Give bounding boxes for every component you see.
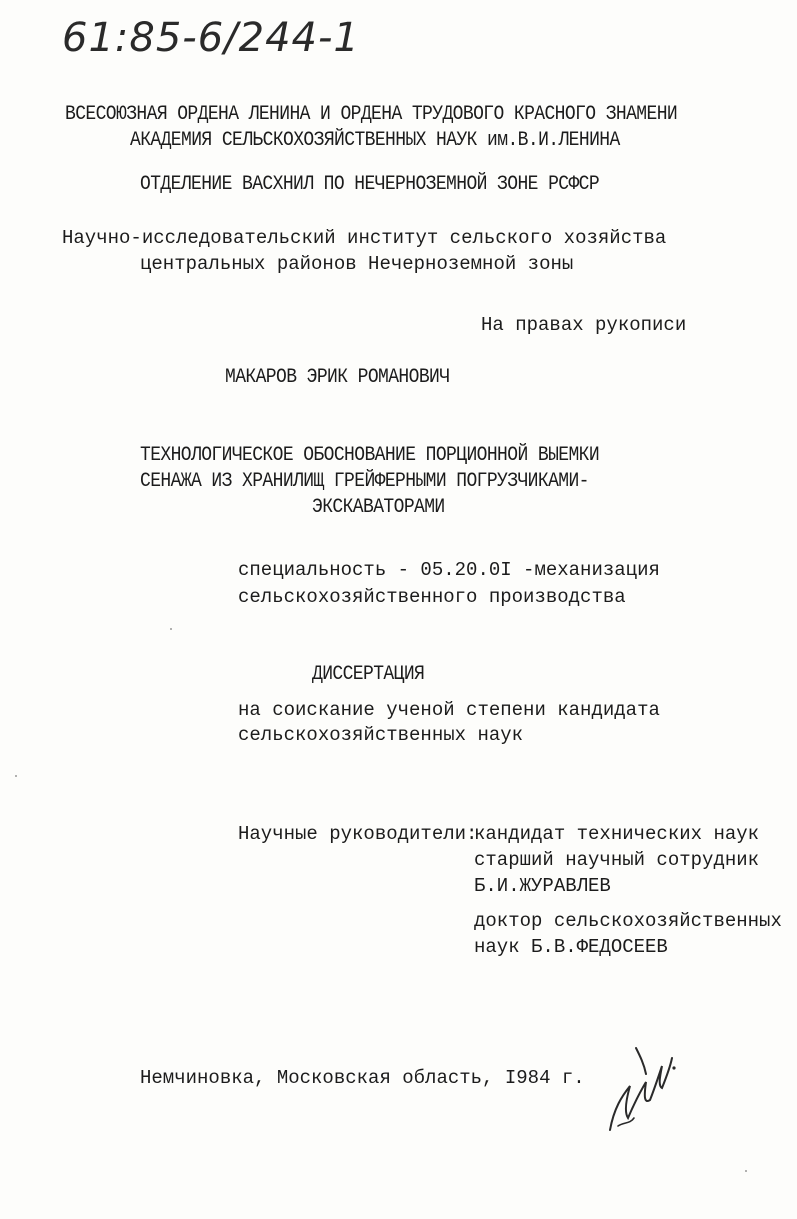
supervisor-2-line-1: доктор сельскохозяйственных xyxy=(474,910,782,932)
degree-line-2: сельскохозяйственных наук xyxy=(238,724,524,746)
manuscript-rights: На правах рукописи xyxy=(481,314,687,336)
archive-number-handwritten: 61:85-6/244-1 xyxy=(62,15,360,61)
title-line-2: СЕНАЖА ИЗ ХРАНИЛИЩ ГРЕЙФЕРНЫМИ ПОГРУЗЧИКАМИ- xyxy=(140,470,589,493)
academy-line-2: АКАДЕМИЯ СЕЛЬСКОХОЗЯЙСТВЕННЫХ НАУК им.В.И.ЛЕНИНА xyxy=(130,129,620,152)
place-and-year: Немчиновка, Московская область, I984 г. xyxy=(140,1067,585,1089)
specialty-line-2: сельскохозяйственного производства xyxy=(238,586,626,608)
title-line-3: ЭКСКАВАТОРАМИ xyxy=(312,496,445,519)
paper-speck xyxy=(15,775,17,777)
supervisor-1-line-1: кандидат технических наук xyxy=(474,823,760,845)
supervisor-2-line-2: наук Б.В.ФЕДОСЕЕВ xyxy=(474,936,668,958)
supervisor-1-line-3: Б.И.ЖУРАВЛЕВ xyxy=(474,875,611,897)
paper-speck xyxy=(745,1170,747,1172)
institute-line-2: центральных районов Нечерноземной зоны xyxy=(140,253,574,275)
academy-line-1: ВСЕСОЮЗНАЯ ОРДЕНА ЛЕНИНА И ОРДЕНА ТРУДОВОГО КРАСНОГО ЗНАМЕНИ xyxy=(65,103,678,126)
title-line-1: ТЕХНОЛОГИЧЕСКОЕ ОБОСНОВАНИЕ ПОРЦИОННОЙ ВЫЕМКИ xyxy=(140,444,600,467)
specialty-line-1: специальность - 05.20.0I -механизация xyxy=(238,559,660,581)
signature xyxy=(600,1038,680,1138)
supervisor-1-line-2: старший научный сотрудник xyxy=(474,849,760,871)
doc-type: ДИССЕРТАЦИЯ xyxy=(312,663,425,686)
department: ОТДЕЛЕНИЕ ВАСХНИЛ ПО НЕЧЕРНОЗЕМНОЙ ЗОНЕ РСФСР xyxy=(140,173,600,196)
author-name: МАКАРОВ ЭРИК РОМАНОВИЧ xyxy=(225,366,450,389)
institute-line-1: Научно-исследовательский институт сельского хозяйства xyxy=(62,227,667,249)
paper-speck xyxy=(170,628,172,630)
supervisors-label: Научные руководители: xyxy=(238,823,478,845)
degree-line-1: на соискание ученой степени кандидата xyxy=(238,699,660,721)
